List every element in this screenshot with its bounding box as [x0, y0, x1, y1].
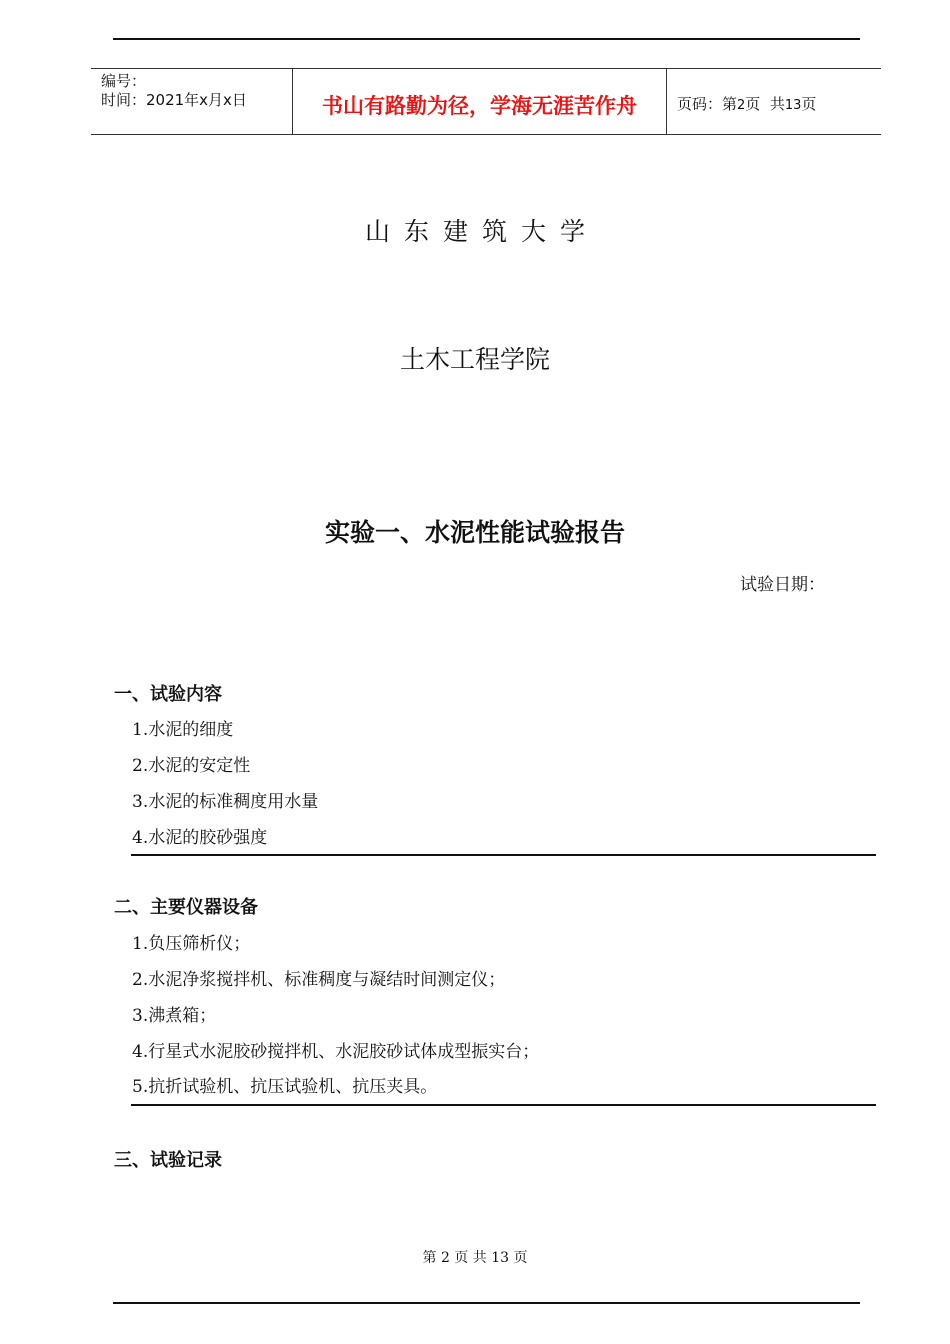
section-divider [131, 854, 876, 856]
page-number-label [677, 93, 816, 114]
list-item: 3.沸煮箱； [132, 1006, 217, 1026]
list-item: 2.水泥的安定性 [132, 756, 251, 776]
list-item: 2.水泥净浆搅拌机、标准稠度与凝结时间测定仪； [132, 970, 506, 990]
page-footer: 第 2 页 共 13 页 [422, 1250, 528, 1266]
section-heading-equipment: 二、主要仪器设备 [114, 897, 258, 918]
page-current: 2 [737, 98, 746, 113]
page-suffix: 页 [801, 95, 817, 113]
document-time-label: 时间：2021年x月x日 [101, 91, 247, 109]
college-name: 土木工程学院 [399, 345, 550, 374]
section-heading-test-record: 三、试验记录 [114, 1150, 222, 1171]
list-item: 1.负压筛析仪； [132, 934, 251, 954]
motto-text: 书山有路勤为径，学海无涯苦作舟 [322, 94, 637, 118]
page-prefix: 页码：第 [677, 95, 738, 113]
header-page-cell [667, 69, 881, 135]
test-date-label: 试验日期： [740, 575, 825, 595]
list-item: 4.行星式水泥胶砂搅拌机、水泥胶砂试体成型振实台； [132, 1042, 540, 1062]
section-divider [131, 1104, 876, 1106]
list-item: 4.水泥的胶砂强度 [132, 828, 268, 848]
header-info-cell [91, 69, 293, 135]
list-item: 3.水泥的标准稠度用水量 [132, 792, 319, 812]
page-middle: 页 共 [745, 95, 785, 113]
document-number-label: 编号： [101, 72, 147, 90]
bottom-rule [113, 1302, 860, 1304]
university-name: 山东建筑大学 [364, 217, 599, 246]
list-item: 1.水泥的细度 [132, 720, 234, 740]
report-title: 实验一、水泥性能试验报告 [324, 518, 625, 547]
list-item: 5.抗折试验机、抗压试验机、抗压夹具。 [132, 1077, 438, 1097]
top-rule [113, 38, 860, 40]
header-table [91, 68, 881, 135]
header-motto-cell [293, 69, 667, 135]
section-heading-test-content: 一、试验内容 [114, 684, 222, 705]
page-total: 13 [784, 98, 802, 113]
